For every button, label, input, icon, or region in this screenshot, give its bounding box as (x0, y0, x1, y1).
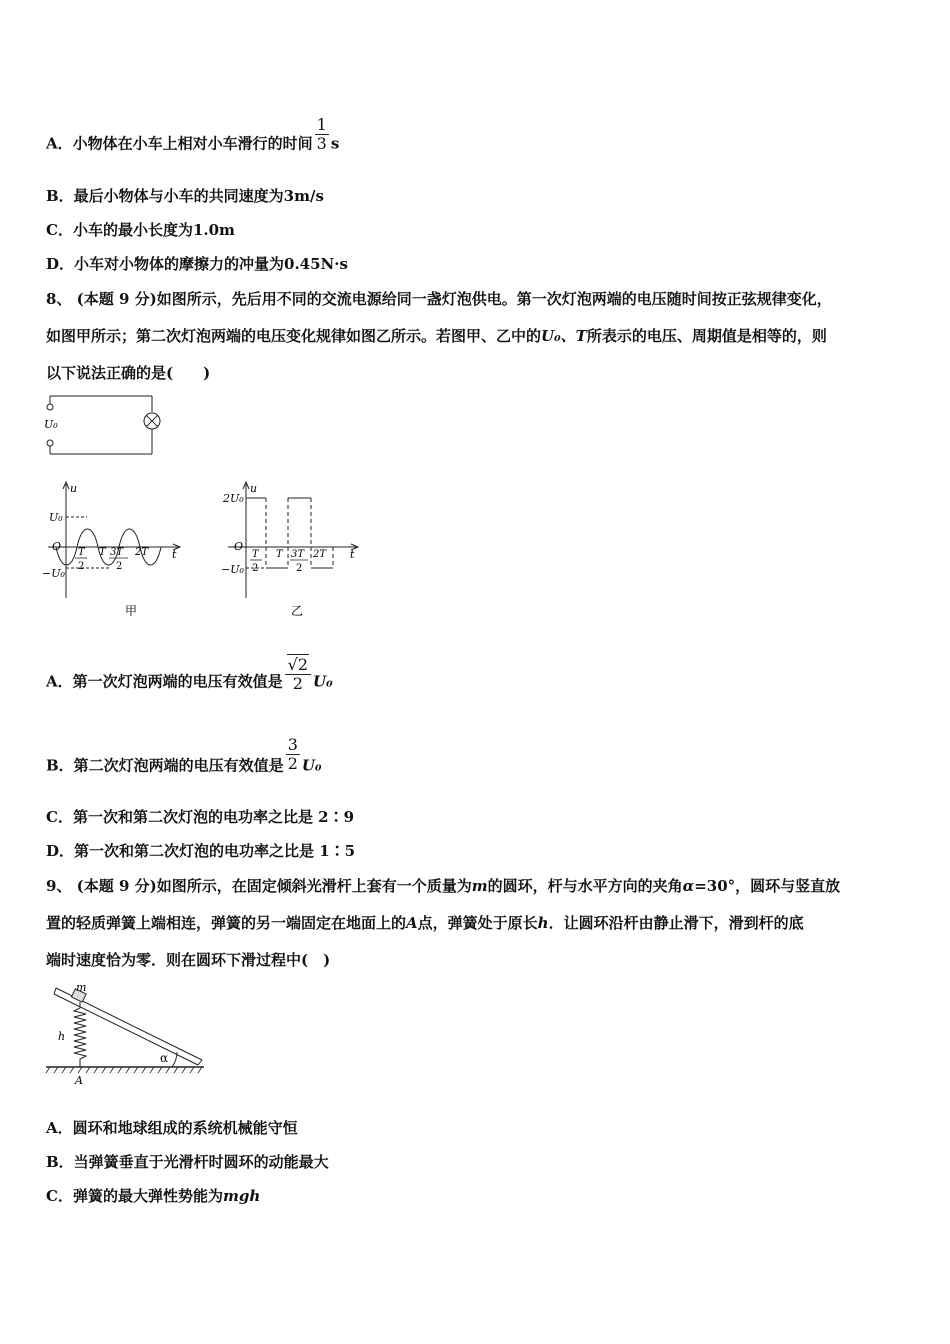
svg-text:3T: 3T (110, 547, 124, 558)
svg-text:−U₀: −U₀ (42, 567, 65, 580)
q7-option-a (46, 115, 340, 163)
q9-incline-diagram (44, 980, 214, 1088)
q9-stem-line-3: 端时速度恰为零．则在圆环下滑过程中( ) (46, 951, 331, 969)
q7-option-a-unit: s (330, 134, 340, 153)
q9-option-a: A．圆环和地球组成的系统机械能守恒 (46, 1119, 298, 1137)
svg-text:t: t (172, 548, 177, 561)
circuit-voltage-label: U₀ (44, 418, 58, 431)
q7-option-a-text: 小物体在小车上相对小车滑行的时间 (72, 134, 313, 153)
angle-label: α (160, 1051, 169, 1065)
svg-text:2T: 2T (313, 549, 327, 560)
q8-stem-line-2: 如图甲所示；第二次灯泡两端的电压变化规律如图乙所示。若图甲、乙中的U₀、T所表示的电压、周期值是相等的，则 (46, 327, 827, 345)
ring-mass-label: m (76, 981, 87, 994)
q7-option-b: B．最后小物体与小车的共同速度为3m/s (46, 187, 324, 205)
svg-text:2T: 2T (135, 547, 149, 558)
spring-length-label: h (58, 1030, 66, 1043)
q9-stem-line-2: 置的轻质弹簧上端相连，弹簧的另一端固定在地面上的A点，弹簧处于原长h．让圆环沿杆由静止滑下，滑到杆的底 (46, 914, 804, 932)
q7-option-c: C．小车的最小长度为1.0m (46, 221, 235, 239)
svg-text:2: 2 (252, 563, 259, 574)
svg-text:2: 2 (116, 561, 123, 572)
svg-text:3T: 3T (291, 549, 305, 560)
q7-option-a-label: A． (46, 134, 73, 153)
q9-option-c: C．弹簧的最大弹性势能为mgh (46, 1187, 261, 1205)
q8-stem-line-1: 8、 (本题 9 分)如图所示，先后用不同的交流电源给同一盏灯泡供电。第一次灯泡两端的电压随时间按正弦规律变化， (46, 290, 832, 308)
svg-text:−U₀: −U₀ (221, 563, 244, 576)
svg-text:2: 2 (78, 561, 85, 572)
svg-text:T: T (99, 547, 106, 558)
q8-option-c: C．第一次和第二次灯泡的电功率之比是 2∶9 (46, 808, 355, 826)
q9-stem-line-1: 9、 (本题 9 分)如图所示，在固定倾斜光滑杆上套有一个质量为m的圆环，杆与水平方向的夹角α=30°，圆环与竖直放 (46, 877, 841, 895)
fraction-one-third: $\frac{1}{3}$ (316, 115, 327, 153)
point-a-label: A (75, 1074, 83, 1087)
fraction-root2-over-2: $\frac{√2}{2}$ (285, 656, 311, 693)
fraction-three-halves: $\frac{3}{2}$ (287, 735, 298, 773)
svg-text:U₀: U₀ (49, 511, 63, 524)
svg-text:u: u (250, 482, 258, 495)
svg-text:O: O (234, 540, 244, 553)
spring (74, 1002, 86, 1067)
q8-graph-jia (40, 478, 185, 628)
q8-option-a: A．第一次灯泡两端的电压有效值是 $\frac{√2}{2}$ U₀ (46, 655, 333, 693)
svg-text:T: T (252, 549, 259, 560)
svg-text:2U₀: 2U₀ (223, 492, 244, 505)
q9-option-b: B．当弹簧垂直于光滑杆时圆环的动能最大 (46, 1153, 329, 1171)
q8-option-b: B．第二次灯泡两端的电压有效值是 $\frac{3}{2}$ U₀ (46, 735, 322, 775)
q8-stem-line-3: 以下说法正确的是( ) (46, 364, 211, 382)
svg-text:T: T (276, 549, 283, 560)
q8-stem-variables: U₀、T (541, 327, 587, 345)
jia-caption: 甲 (125, 604, 138, 618)
q8-circuit-diagram (40, 392, 170, 462)
svg-text:2: 2 (296, 563, 303, 574)
svg-text:u: u (70, 482, 78, 495)
q7-option-d: D．小车对小物体的摩擦力的冲量为0.45N·s (46, 255, 348, 273)
q8-graph-yi (218, 478, 363, 628)
svg-text:O: O (52, 540, 62, 553)
q8-option-d: D．第一次和第二次灯泡的电功率之比是 1∶5 (46, 842, 356, 860)
svg-text:T: T (78, 547, 85, 558)
yi-caption: 乙 (291, 604, 304, 618)
svg-text:t: t (350, 548, 355, 561)
